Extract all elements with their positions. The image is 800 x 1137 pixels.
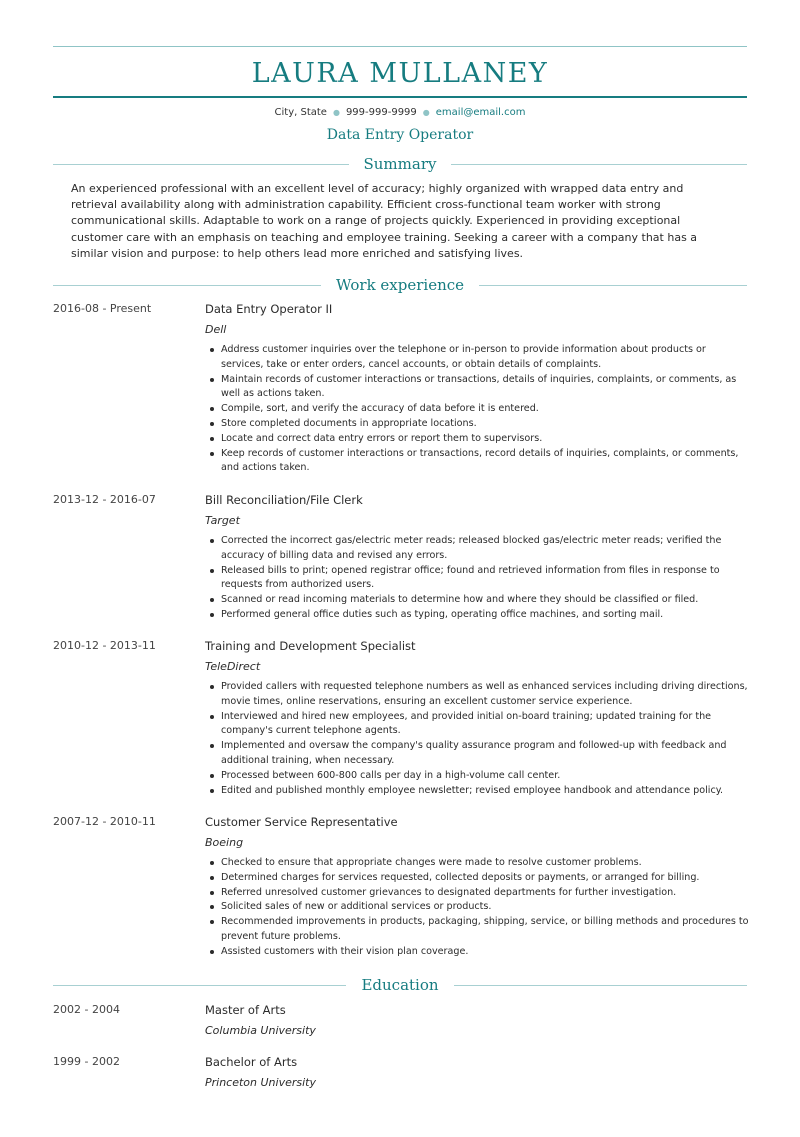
bullet-item: Assisted customers with their vision plan coverage. bbox=[205, 945, 750, 960]
entry-title: Customer Service Representative bbox=[205, 815, 398, 829]
bullet-item: Interviewed and hired new employees, and provided initial on-board training; updated training for the company's current telephone agents. bbox=[205, 710, 750, 740]
bullet-item: Scanned or read incoming materials to determine how and where they should be classified or filed. bbox=[205, 593, 750, 608]
bullet-item: Keep records of customer interactions or transactions, record details of inquiries, complaints, or comments, and actions taken. bbox=[205, 447, 750, 477]
bullet-item: Recommended improvements in products, packaging, shipping, service, or billing methods and procedures to prevent future problems. bbox=[205, 915, 750, 945]
bullet-item: Solicited sales of new or additional services or products. bbox=[205, 900, 750, 915]
bullet-item: Address customer inquiries over the telephone or in-person to provide information about products or services, take or enter orders, cancel accounts, or obtain details of complaints. bbox=[205, 343, 750, 373]
bullet-item: Locate and correct data entry errors or report them to supervisors. bbox=[205, 432, 750, 447]
bullet-item: Maintain records of customer interactions or transactions, details of inquiries, complaints, or comments, as well as actions taken. bbox=[205, 373, 750, 403]
contact-phone: 999-999-9999 bbox=[345, 107, 417, 118]
entry-bullet-list bbox=[205, 680, 750, 798]
section-title: Education bbox=[361, 976, 439, 994]
entry-organization: Target bbox=[205, 514, 240, 527]
bullet-item: Referred unresolved customer grievances to designated departments for further investigation. bbox=[205, 886, 750, 901]
bullet-item: Compile, sort, and verify the accuracy of data before it is entered. bbox=[205, 402, 750, 417]
contact-line bbox=[0, 106, 800, 120]
entry-organization: Princeton University bbox=[205, 1076, 316, 1089]
entry-organization: Dell bbox=[205, 323, 227, 336]
entry-organization: Boeing bbox=[205, 836, 244, 849]
separator-dot-icon: ● bbox=[332, 108, 340, 117]
section-title: Work experience bbox=[335, 276, 465, 294]
bullet-item: Implemented and oversaw the company's quality assurance program and followed-up with feedback and additional training, when necessary. bbox=[205, 739, 750, 769]
entry-title: Data Entry Operator II bbox=[205, 302, 333, 316]
entry-bullet-list bbox=[205, 534, 750, 623]
bullet-item: Determined charges for services requested, collected deposits or payments, or arranged for billing. bbox=[205, 871, 750, 886]
entry-date: 1999 - 2002 bbox=[53, 1055, 120, 1068]
bullet-item: Checked to ensure that appropriate changes were made to resolve customer problems. bbox=[205, 856, 750, 871]
contact-city: City, State bbox=[274, 107, 327, 118]
entry-date: 2013-12 - 2016-07 bbox=[53, 493, 156, 506]
job-title: Data Entry Operator bbox=[326, 127, 474, 143]
entry-title: Bill Reconciliation/File Clerk bbox=[205, 493, 363, 507]
separator-dot-icon: ● bbox=[422, 108, 430, 117]
name-underline bbox=[53, 96, 747, 98]
entry-title: Training and Development Specialist bbox=[205, 639, 416, 653]
bullet-item: Processed between 600-800 calls per day in a high-volume call center. bbox=[205, 769, 750, 784]
candidate-name: LAURA MULLANEY bbox=[251, 58, 549, 89]
entry-date: 2007-12 - 2010-11 bbox=[53, 815, 156, 828]
entry-date: 2002 - 2004 bbox=[53, 1003, 120, 1016]
section-heading-summary bbox=[53, 154, 747, 174]
bullet-item: Store completed documents in appropriate locations. bbox=[205, 417, 750, 432]
section-title: Summary bbox=[363, 155, 437, 173]
entry-bullet-list bbox=[205, 856, 750, 960]
entry-title: Bachelor of Arts bbox=[205, 1055, 298, 1069]
bullet-item: Provided callers with requested telephone numbers as well as enhanced services including driving directions, movie times, online reservations, ensuring an excellent customer service experience. bbox=[205, 680, 750, 710]
bullet-item: Performed general office duties such as typing, operating office machines, and sorting mail. bbox=[205, 608, 750, 623]
section-heading-work bbox=[53, 275, 747, 295]
summary-paragraph: An experienced professional with an excellent level of accuracy; highly organized with wrapped data entry and retrieval availability along with administration capability. Efficient cross-functional team worker with strong communicational skills. Adaptable to work on a range of projects quickly. Experienced in providing exceptional customer care with an emphasis on teaching and employee training. Seeking a career with a company that has a similar vision and purpose: to help others lead more enriched and satisfying lives. bbox=[71, 182, 698, 260]
entry-title: Master of Arts bbox=[205, 1003, 286, 1017]
top-rule bbox=[53, 46, 747, 47]
bullet-item: Corrected the incorrect gas/electric meter reads; released blocked gas/electric meter reads; verified the accuracy of billing data and revised any errors. bbox=[205, 534, 750, 564]
entry-organization: Columbia University bbox=[205, 1024, 316, 1037]
bullet-item: Released bills to print; opened registrar office; found and retrieved information from files in response to requests from authorized users. bbox=[205, 564, 750, 594]
entry-bullet-list bbox=[205, 343, 750, 476]
entry-organization: TeleDirect bbox=[205, 660, 261, 673]
entry-date: 2010-12 - 2013-11 bbox=[53, 639, 156, 652]
contact-email-link[interactable]: email@email.com bbox=[435, 107, 526, 118]
bullet-item: Edited and published monthly employee newsletter; revised employee handbook and attendance policy. bbox=[205, 784, 750, 799]
entry-date: 2016-08 - Present bbox=[53, 302, 152, 315]
section-heading-education bbox=[53, 975, 747, 995]
